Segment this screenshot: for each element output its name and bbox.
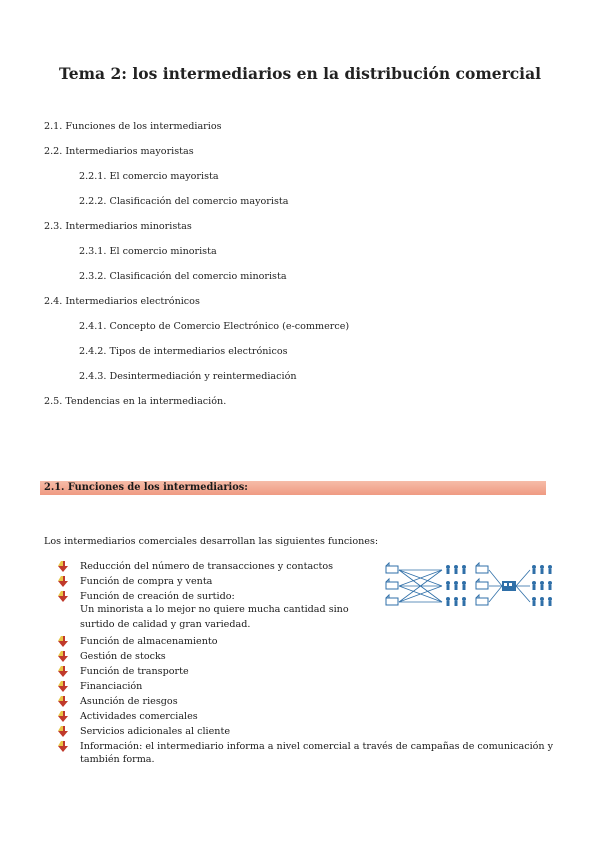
consumer-icons-left <box>446 565 466 606</box>
section-heading: 2.1. Funciones de los intermediarios: <box>44 482 248 493</box>
page-title: Tema 2: los intermediarios en la distribución comercial <box>58 64 542 83</box>
toc-item-2-3-1[interactable]: 2.3.1. El comercio minorista <box>79 246 217 257</box>
arrow-down-icon <box>58 696 68 707</box>
arrow-down-icon <box>58 681 68 692</box>
arrow-down-icon <box>58 711 68 722</box>
bullet-text: Asunción de riesgos <box>80 696 178 707</box>
arrow-down-icon <box>58 726 68 737</box>
bullet-text: Financiación <box>80 681 143 692</box>
bullet-text: Función de almacenamiento <box>80 636 218 647</box>
bullet-text: Función de creación de surtido: <box>80 591 235 602</box>
toc-item-2-2[interactable]: 2.2. Intermediarios mayoristas <box>44 146 194 157</box>
intermediary-diagram-figure <box>384 562 556 612</box>
arrow-down-icon <box>58 666 68 677</box>
section-heading-bar <box>40 481 546 495</box>
surtido-explanation-line-2: surtido de calidad y gran variedad. <box>80 619 251 630</box>
toc-item-2-1[interactable]: 2.1. Funciones de los intermediarios <box>44 121 222 132</box>
surtido-explanation-line-1: Un minorista a lo mejor no quiere mucha cantidad sino <box>80 604 349 615</box>
arrow-down-icon <box>58 576 68 587</box>
bullet-text: Actividades comerciales <box>80 711 198 722</box>
arrow-down-icon <box>58 561 68 572</box>
bullet-text: Información: el intermediario informa a nivel comercial a través de campañas de comunicación y <box>80 741 554 752</box>
factory-icons-left <box>386 563 398 605</box>
toc-item-2-4[interactable]: 2.4. Intermediarios electrónicos <box>44 296 200 307</box>
bullet-text: Función de transporte <box>80 666 189 677</box>
arrow-down-icon <box>58 651 68 662</box>
direct-connection-lines <box>399 570 442 602</box>
bullet-text: Servicios adicionales al cliente <box>80 726 231 737</box>
arrow-down-icon <box>58 741 68 752</box>
toc-item-2-2-2[interactable]: 2.2.2. Clasificación del comercio mayorista <box>79 196 289 207</box>
intermediary-store-icon <box>502 581 516 591</box>
arrow-down-icon <box>58 636 68 647</box>
arrow-down-icon <box>58 591 68 602</box>
toc-item-2-4-2[interactable]: 2.4.2. Tipos de intermediarios electrónicos <box>79 346 288 357</box>
toc-item-2-3-2[interactable]: 2.3.2. Clasificación del comercio minorista <box>79 271 287 282</box>
toc-item-2-4-1[interactable]: 2.4.1. Concepto de Comercio Electrónico (e-commerce) <box>79 321 350 332</box>
factory-icons-right <box>476 563 488 605</box>
consumer-icons-right <box>532 565 552 606</box>
section-intro: Los intermediarios comerciales desarrollan las siguientes funciones: <box>44 536 379 547</box>
toc-item-2-4-3[interactable]: 2.4.3. Desintermediación y reintermediación <box>79 371 297 382</box>
toc-item-2-3[interactable]: 2.3. Intermediarios minoristas <box>44 221 192 232</box>
bullet-text: Gestión de stocks <box>80 651 166 662</box>
toc-item-2-5[interactable]: 2.5. Tendencias en la intermediación. <box>44 396 227 407</box>
info-continuation: también forma. <box>80 754 155 765</box>
toc-item-2-2-1[interactable]: 2.2.1. El comercio mayorista <box>79 171 219 182</box>
bullet-text: Función de compra y venta <box>80 576 213 587</box>
bullet-text: Reducción del número de transacciones y contactos <box>80 561 334 572</box>
